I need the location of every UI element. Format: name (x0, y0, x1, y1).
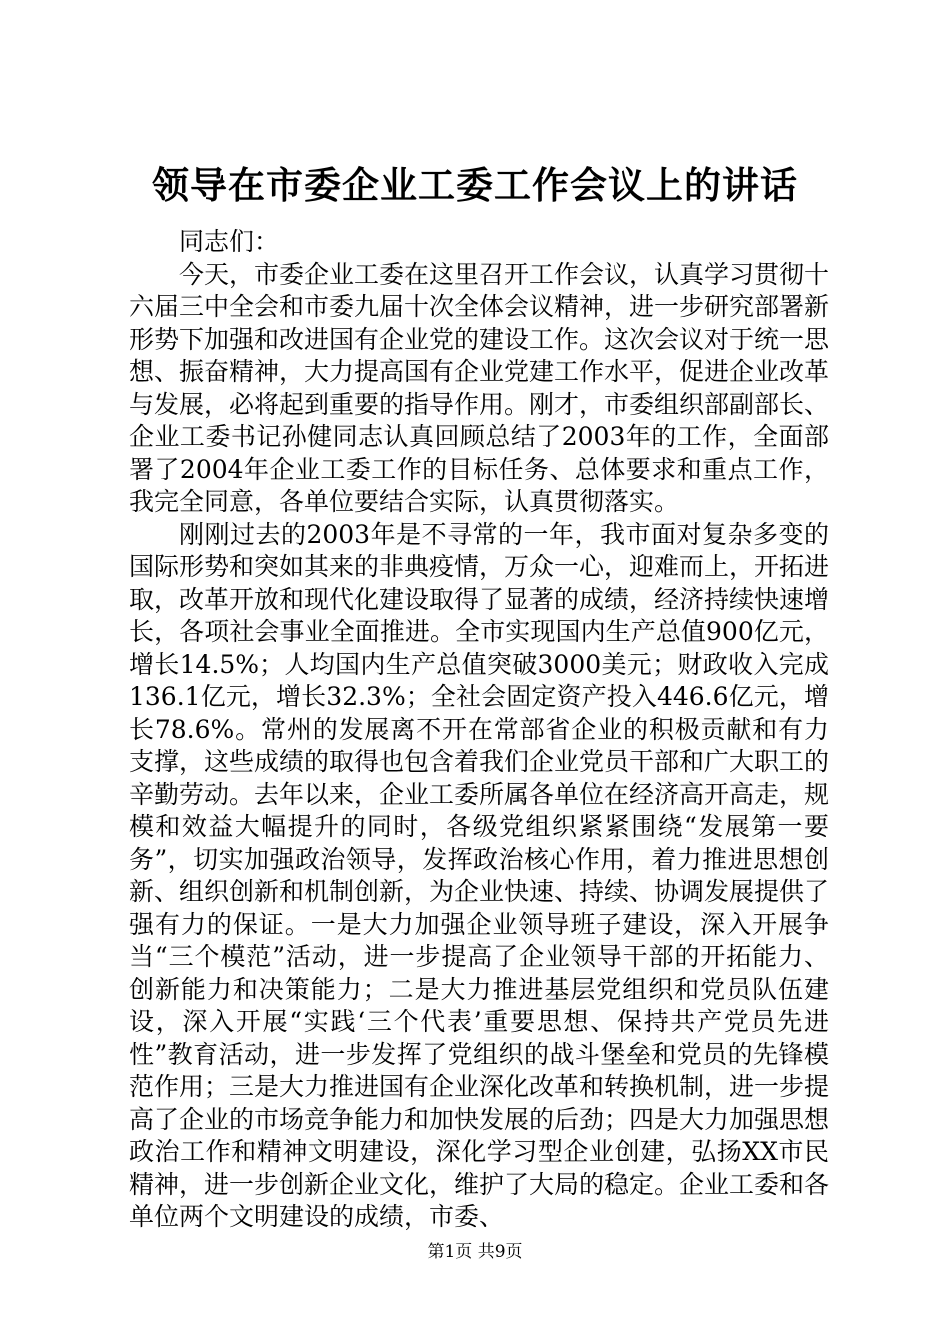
document-title: 领导在市委企业工委工作会议上的讲话 (152, 163, 798, 207)
paragraph-2: 刚刚过去的2003年是不寻常的一年，我市面对复杂多变的国际形势和突如其来的非典疫情，万众一心，迎难而上，开拓进取，改革开放和现代化建设取得了显著的成绩，经济持续快速增长，各项社会事业全面推进。全市实现国内生产总值900亿元，增长14.5%；人均国内生产总值突破3000美元；财政收入完成136.1亿元，增长32.3%；全社会固定资产投入446.6亿元，增长78.6%。常州的发展离不开在常部省企业的积极贡献和有力支撑，这些成绩的取得也包含着我们企业党员干部和广大职工的辛勤劳动。去年以来，企业工委所属各单位在经济高开高走，规模和效益大幅提升的同时，各级党组织紧紧围绕“发展第一要务”，切实加强政治领导，发挥政治核心作用，着力推进思想创新、组织创新和机制创新，为企业快速、持续、协调发展提供了强有力的保证。一是大力加强企业领导班子建设，深入开展争当“三个模范”活动，进一步提高了企业领导干部的开拓能力、创新能力和决策能力；二是大力推进基层党组织和党员队伍建设，深入开展“实践‘三个代表’重要思想、保持共产党员先进性”教育活动，进一步发挥了党组织的战斗堡垒和党员的先锋模范作用；三是大力推进国有企业深化改革和转换机制，进一步提高了企业的市场竞争能力和加快发展的后劲；四是大力加强思想政治工作和精神文明建设，深化学习型企业创建，弘扬XX市民精神，进一步创新企业文化，维护了大局的稳定。企业工委和各单位两个文明建设的成绩，市委、 (129, 519, 830, 1231)
salutation: 同志们： (179, 227, 280, 256)
paragraph-1: 今天，市委企业工委在这里召开工作会议，认真学习贯彻十六届三中全会和市委九届十次全体会议精神，进一步研究部署新形势下加强和改进国有企业党的建设工作。这次会议对于统一思想、振奋精神，大力提高国有企业党建工作水平，促进企业改革与发展，必将起到重要的指导作用。刚才，市委组织部副部长、企业工委书记孙健同志认真回顾总结了2003年的工作，全面部署了2004年企业工委工作的目标任务、总体要求和重点工作，我完全同意，各单位要结合实际，认真贯彻落实。 (129, 259, 830, 516)
document-body (129, 226, 829, 1234)
page-number-footer: 第1页 共9页 (427, 1242, 523, 1262)
